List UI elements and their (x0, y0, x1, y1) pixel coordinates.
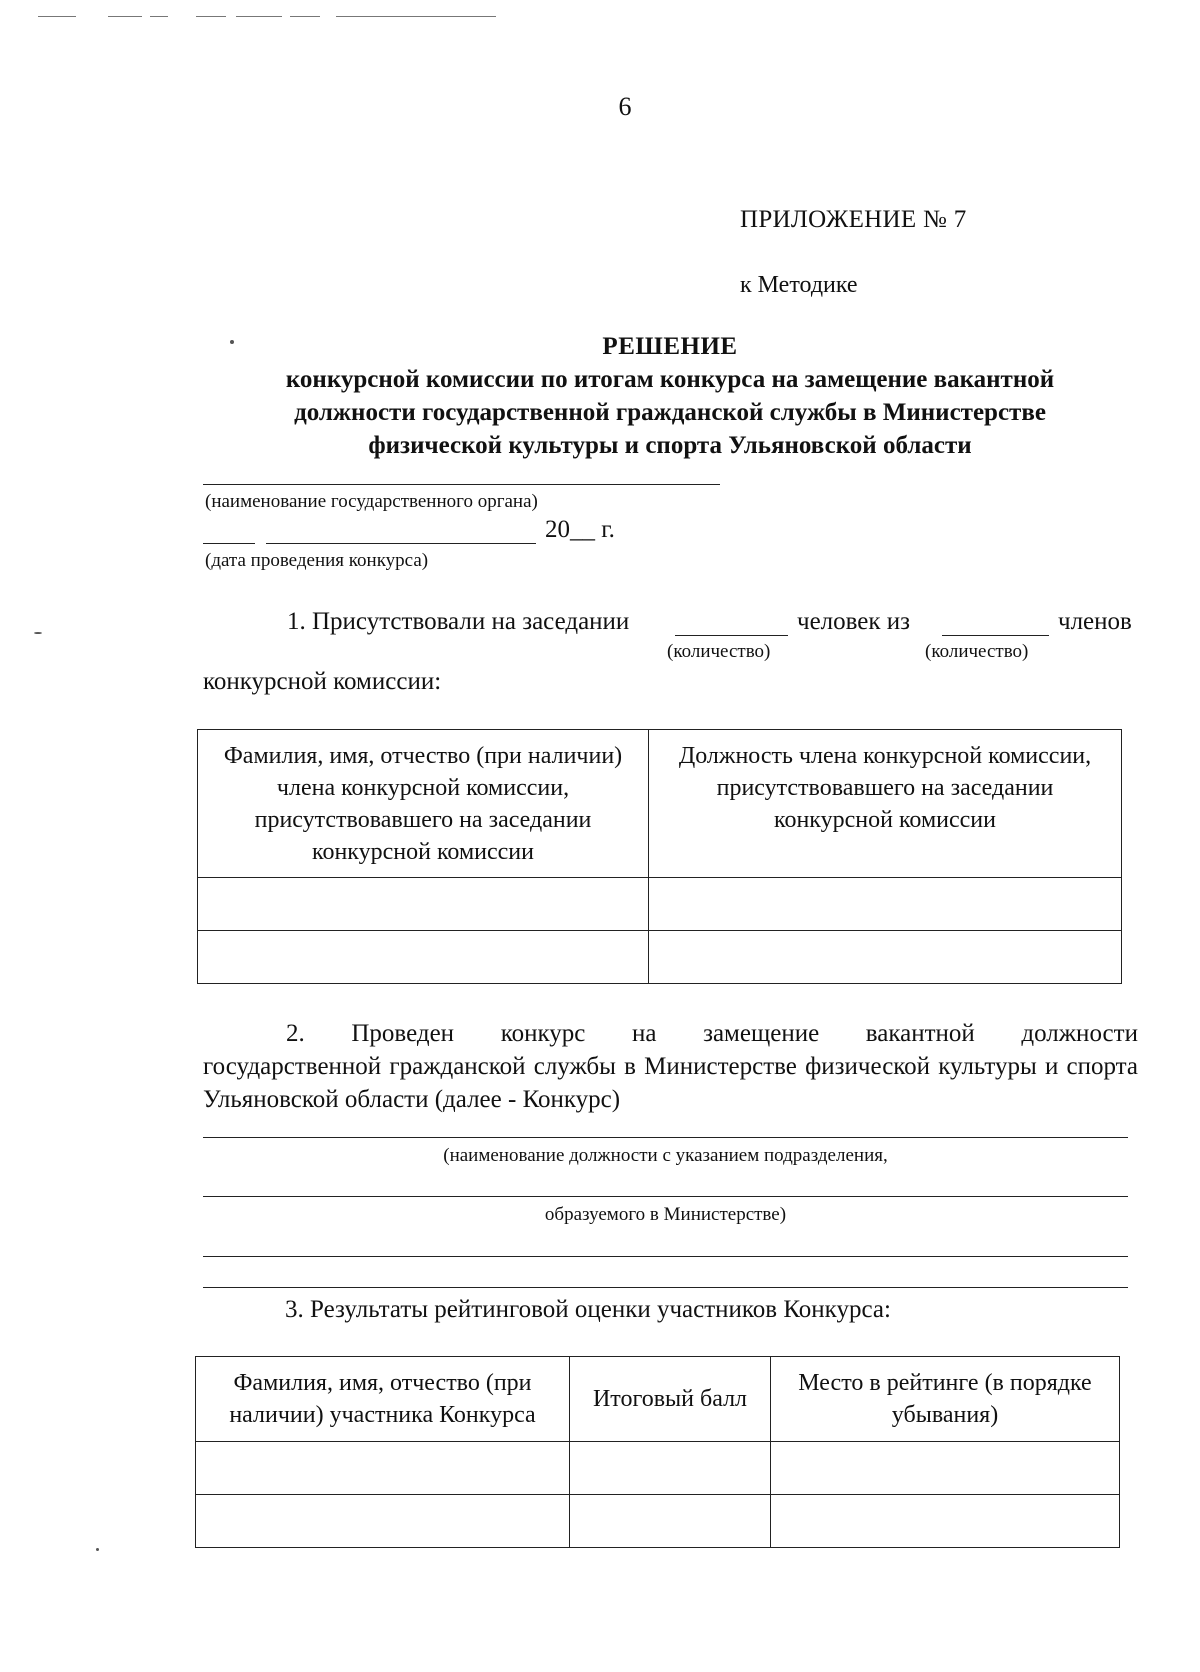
table-row (196, 1495, 1120, 1548)
table-header-row (196, 1357, 1120, 1442)
qty-caption-1: (количество) (667, 641, 771, 662)
position-name-field-1[interactable] (203, 1137, 1128, 1138)
header-participant-name: Фамилия, имя, отчество (при наличии) участника Конкурса (196, 1357, 570, 1442)
section2-word: Проведен (351, 1020, 455, 1047)
header-member-name: Фамилия, имя, отчество (при наличии) члена конкурсной комиссии, присутствовавшего на заседании конкурсной комиссии (198, 730, 649, 878)
section2-word: 2. (286, 1020, 305, 1047)
rating-table (195, 1356, 1120, 1548)
table-cell[interactable] (771, 1442, 1120, 1495)
date-day-field[interactable] (203, 543, 255, 544)
scan-artifact (290, 16, 320, 17)
header-member-position: Должность члена конкурсной комиссии, присутствовавшего на заседании конкурсной комиссии (649, 730, 1122, 878)
table-row (198, 878, 1122, 931)
date-caption: (дата проведения конкурса) (205, 550, 429, 571)
section2-word: на (631, 1020, 657, 1047)
table-cell[interactable] (196, 1442, 570, 1495)
scan-artifact (196, 16, 226, 17)
scan-speck (34, 632, 42, 634)
page-number: 6 (618, 92, 632, 121)
scan-speck (96, 1548, 99, 1551)
section2-rest: государственной гражданской службы в Министерстве физической культуры и спорта Ульяновской области (далее - Конкурс) (203, 1053, 1138, 1113)
section1-text-a: 1. Присутствовали на заседании (287, 608, 630, 635)
org-name-field[interactable] (203, 484, 720, 485)
scan-artifact (150, 16, 168, 17)
section2-paragraph (203, 1017, 1138, 1116)
section2-word: замещение (703, 1020, 820, 1047)
section2-word: вакантной (865, 1020, 975, 1047)
section2-first-line (203, 1017, 1138, 1050)
position-name-field-4[interactable] (203, 1287, 1128, 1288)
table-row (198, 931, 1122, 984)
heading-line-2: должности государственной гражданской службы в Министерстве (294, 399, 1046, 426)
table-row (196, 1442, 1120, 1495)
section2-word: конкурс (500, 1020, 586, 1047)
total-members-field[interactable] (942, 635, 1049, 636)
appendix-label: ПРИЛОЖЕНИЕ № 7 (740, 206, 967, 233)
table-header-row (198, 730, 1122, 878)
section1-text-c: членов (1058, 608, 1132, 635)
methodology-reference: к Методике (740, 272, 858, 298)
scan-artifact (336, 16, 496, 17)
heading-line-3: физической культуры и спорта Ульяновской области (368, 432, 972, 459)
header-rating-place: Место в рейтинге (в порядке убывания) (771, 1357, 1120, 1442)
table-cell[interactable] (649, 931, 1122, 984)
qty-caption-2: (количество) (925, 641, 1029, 662)
date-month-field[interactable] (266, 543, 536, 544)
table-cell[interactable] (570, 1495, 771, 1548)
heading-line-1: конкурсной комиссии по итогам конкурса на замещение вакантной (285, 366, 1055, 393)
heading-title: РЕШЕНИЕ (602, 333, 738, 360)
section2-word: должности (1021, 1020, 1138, 1047)
table-cell[interactable] (771, 1495, 1120, 1548)
section1-text-b: человек из (797, 608, 911, 635)
position-caption-2: образуемого в Министерстве) (544, 1204, 787, 1225)
header-final-score: Итоговый балл (570, 1357, 771, 1442)
position-name-field-2[interactable] (203, 1196, 1128, 1197)
table-cell[interactable] (649, 878, 1122, 931)
table-cell[interactable] (570, 1442, 771, 1495)
section3-text: 3. Результаты рейтинговой оценки участников Конкурса: (285, 1296, 891, 1323)
position-caption-1: (наименование должности с указанием подразделения, (443, 1145, 888, 1166)
document-heading (230, 330, 1110, 462)
date-year: 20__ г. (545, 516, 615, 543)
table-cell[interactable] (198, 931, 649, 984)
org-name-caption: (наименование государственного органа) (205, 491, 538, 512)
table-cell[interactable] (198, 878, 649, 931)
position-name-field-3[interactable] (203, 1256, 1128, 1257)
table-cell[interactable] (196, 1495, 570, 1548)
present-count-field[interactable] (675, 635, 788, 636)
scan-artifact (38, 16, 76, 17)
scan-artifact (108, 16, 142, 17)
scan-artifact (236, 16, 282, 17)
members-table (197, 729, 1122, 984)
section1-continuation: конкурсной комиссии: (203, 668, 442, 695)
